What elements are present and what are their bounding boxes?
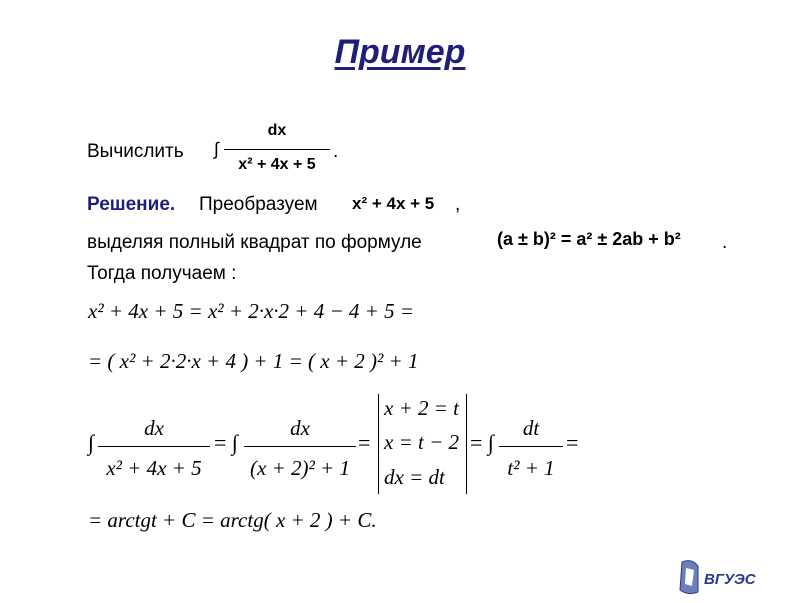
formula-text: выделяя полный квадрат по формуле <box>87 232 422 253</box>
eq3-f1-den: x² + 4x + 5 <box>106 456 202 480</box>
intro-numerator: dx <box>267 122 287 139</box>
eq3-f2-den: (x + 2)² + 1 <box>250 456 350 480</box>
equals-sign: = <box>358 430 371 455</box>
fraction-bar <box>244 446 356 447</box>
substitution-3: dx = dt <box>384 465 445 489</box>
then-text: Тогда получаем : <box>87 263 237 284</box>
intro-denominator: x² + 4x + 5 <box>238 156 316 173</box>
equals-sign: = ∫ <box>470 430 494 455</box>
eq3-fraction-1 <box>98 416 210 486</box>
intro-label: Вычислить <box>87 141 184 162</box>
intro-period: . <box>333 141 339 162</box>
substitution-bar-right <box>466 394 467 494</box>
equation-2: = ( x² + 2·2·x + 4 ) + 1 = ( x + 2 )² + 1 <box>88 349 419 373</box>
intro-fraction <box>224 122 330 180</box>
svg-text:ВГУЭС: ВГУЭС <box>704 571 756 588</box>
fraction-bar <box>224 149 330 150</box>
equals-sign: = ∫ <box>214 430 238 455</box>
solution-label: Решение. <box>87 194 176 215</box>
square-formula: (a ± b)² = a² ± 2ab + b² <box>497 229 681 249</box>
equation-1: x² + 4x + 5 = x² + 2·x·2 + 4 − 4 + 5 = <box>88 299 414 323</box>
eq3-f3-den: t² + 1 <box>507 456 555 480</box>
fraction-bar <box>98 446 210 447</box>
eq3-fraction-2 <box>244 416 356 486</box>
equals-sign: = <box>566 430 579 455</box>
eq3-fraction-3 <box>499 416 563 486</box>
substitution-2: x = t − 2 <box>384 430 459 454</box>
solution-text: Преобразуем <box>199 194 318 215</box>
integral-sign-icon: ∫ <box>214 139 219 159</box>
eq3-f3-num: dt <box>522 416 540 440</box>
slide-title: Пример <box>334 33 466 71</box>
eq3-f2-num: dx <box>290 416 310 440</box>
substitution-bar-left <box>378 394 379 494</box>
university-logo <box>674 558 784 598</box>
fraction-bar <box>499 446 563 447</box>
substitution-1: x + 2 = t <box>384 396 459 420</box>
eq3-f1-num: dx <box>144 416 164 440</box>
equation-4: = arctgt + C = arctg( x + 2 ) + C. <box>88 508 377 532</box>
solution-comma: , <box>455 194 461 215</box>
formula-period: . <box>722 232 728 253</box>
solution-expr: x² + 4x + 5 <box>352 194 435 213</box>
integral-sign-icon: ∫ <box>88 430 95 455</box>
